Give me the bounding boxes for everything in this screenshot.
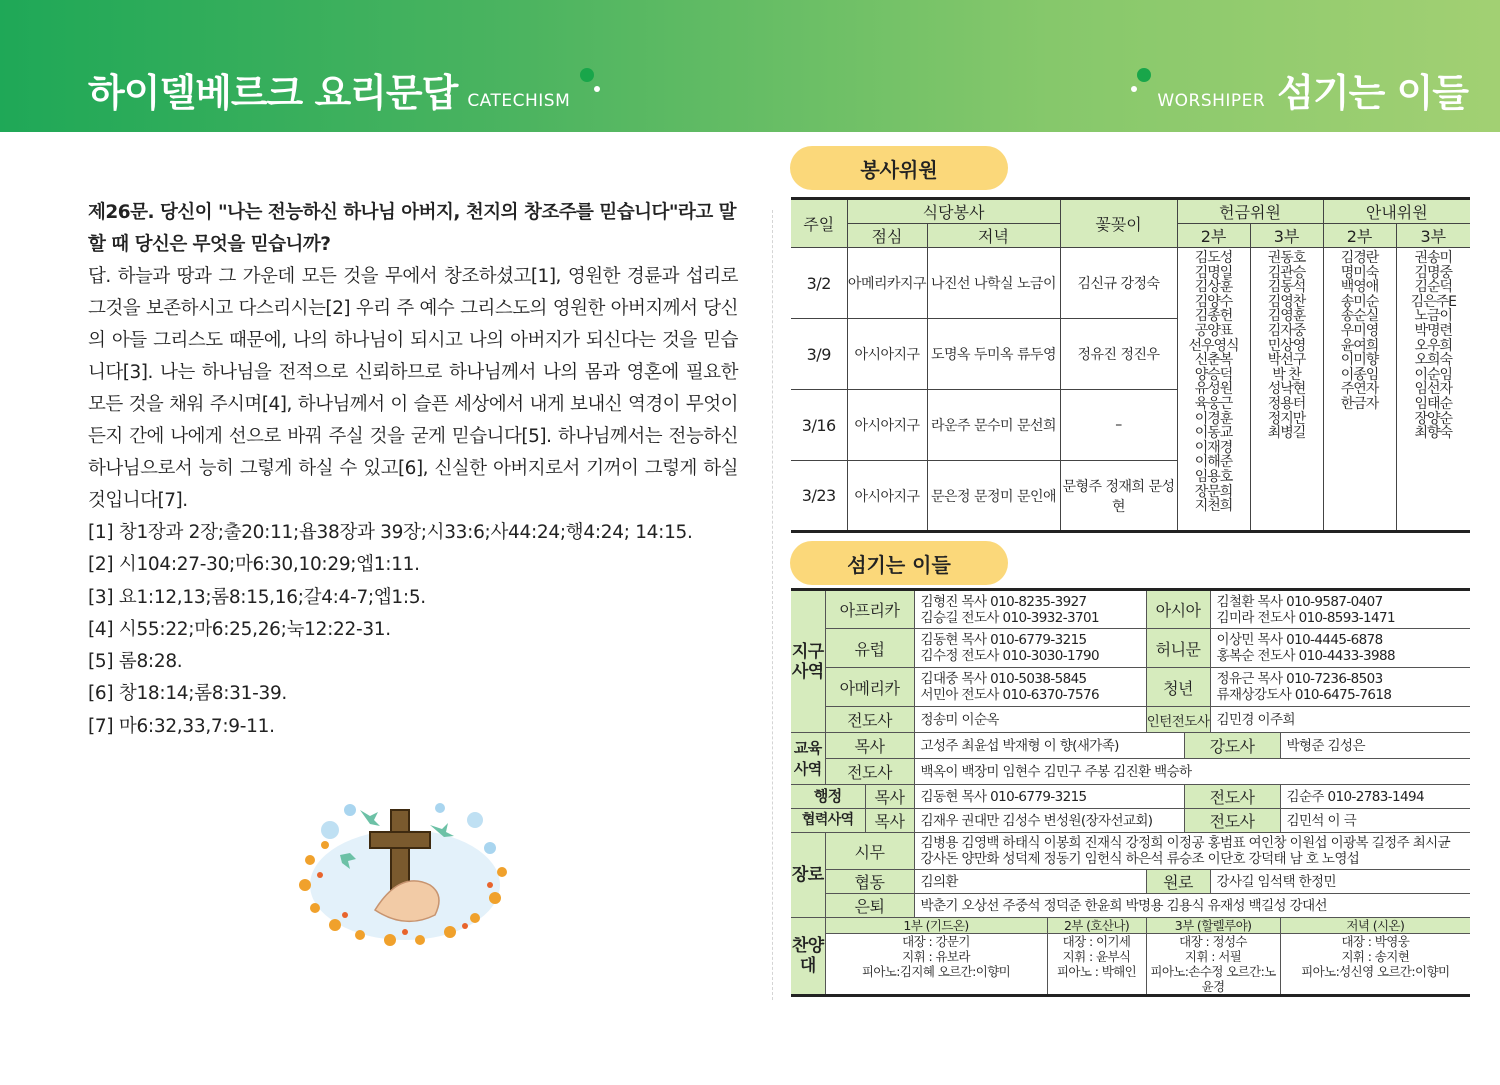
list-item: 이종임 bbox=[1340, 366, 1379, 383]
column-divider bbox=[772, 210, 773, 1000]
row-lunch: 아메리카지구 bbox=[847, 248, 927, 319]
coop-evangelist-value: 김민석 이 극 bbox=[1280, 809, 1470, 833]
list-item: 지천희 bbox=[1194, 498, 1233, 515]
region-contacts: 이상민 목사 010-4445-6878 홍복순 전도사 010-4433-3988 bbox=[1210, 629, 1470, 668]
list-item: 한금자 bbox=[1340, 395, 1379, 412]
coop-pastor-label: 목사 bbox=[865, 809, 914, 833]
choir-team: 3부 (할렐루야) 대장 : 정성수 지휘 : 서필 피아노:손수정 오르간:노윤경 bbox=[1146, 918, 1280, 996]
list-item: 김도성 bbox=[1194, 250, 1233, 266]
catechism-title: 하이델베르크 요리문답 bbox=[88, 71, 458, 115]
list-item: 오우희 bbox=[1414, 337, 1453, 354]
admin-group-label: 행정 bbox=[791, 785, 865, 809]
cross-hands-illustration bbox=[290, 790, 520, 950]
header-guide: 안내위원 bbox=[1323, 199, 1470, 224]
list-item: 육웅근 bbox=[1194, 395, 1233, 412]
education-pastor-label: 목사 bbox=[825, 733, 914, 759]
servers-title: 섬기는 이들 bbox=[790, 541, 1008, 585]
list-item: 임용호 bbox=[1194, 468, 1233, 485]
coop-group-label: 협력사역 bbox=[791, 809, 865, 833]
catechism-subtitle: CATECHISM bbox=[467, 91, 571, 111]
list-item: 김관승 bbox=[1267, 264, 1306, 281]
list-item: 김동석 bbox=[1267, 279, 1306, 296]
volunteers-title: 봉사위원 bbox=[790, 146, 1008, 190]
region-contacts: 김대중 목사 010-5038-5845 서민아 전도사 010-6370-7576 bbox=[914, 668, 1146, 707]
region-name: 청년 bbox=[1146, 668, 1210, 707]
list-item: 오희숙 bbox=[1414, 352, 1453, 369]
reference-item: [6] 창18:14;롬8:31-39. bbox=[88, 683, 288, 705]
list-item: 송순실 bbox=[1340, 308, 1379, 325]
green-dot-icon bbox=[1137, 68, 1151, 82]
green-dot-icon bbox=[580, 68, 594, 82]
row-flower: – bbox=[1060, 390, 1177, 461]
catechism-answer: 답. 하늘과 땅과 그 가운데 모든 것을 무에서 창조하셨고[1], 영원한 경륜과 섭리로 그것을 보존하시고 다스리시는[2] 우리 주 예수 그리스도의 영원한 아버지께서 당신의 아들 그리스도 때문에, 나의 하나님이 되시고 나의 아버지가 되신다는 것을 믿습니다[3]. 나는 하나님을 전적으로 신뢰하므로 하나님께서 나의 몸과 영혼에 필요한 모든 것을 채워 주시며[4], 하나님께서 이 슬픈 세상에서 내게 보내신 역경이 무엇이든지 간에 나에게 선으로 바꿔 주실 것을 굳게 믿습니다[5]. 하나님께서는 전능하신 하나님으로서 능히 그렇게 하실 수 있고[6], 신실한 아버지로서 기꺼이 그렇게 하실 것입니다[7]. bbox=[88, 266, 738, 511]
education-lecturer-value: 박형준 김성은 bbox=[1280, 733, 1470, 759]
elders-group-label: 장로 bbox=[791, 833, 825, 918]
header-date: 주일 bbox=[791, 199, 847, 248]
list-item: 이순임 bbox=[1414, 366, 1453, 383]
list-item: 이미향 bbox=[1340, 352, 1379, 369]
region-name: 아메리카 bbox=[825, 668, 914, 707]
row-date: 3/23 bbox=[791, 461, 847, 532]
admin-evangelist-value: 김순주 010-2783-1494 bbox=[1280, 785, 1470, 809]
reference-item: [1] 창1장과 2장;출20:11;욥38장과 39장;시33:6;사44:24;행4:24; 14:15. bbox=[88, 522, 693, 543]
header-lunch: 점심 bbox=[847, 224, 927, 248]
list-item: 이경훈 bbox=[1194, 410, 1233, 427]
header-offering-2: 2부 bbox=[1177, 224, 1250, 248]
elders-honorary-value: 강사길 임석택 한정민 bbox=[1210, 870, 1470, 894]
header-offering-3: 3부 bbox=[1250, 224, 1323, 248]
catechism-question: 제26문. 당신이 "나는 전능하신 하나님 아버지, 천지의 창조주를 믿습니다"라고 말할 때 당신은 무엇을 믿습니까? bbox=[88, 202, 737, 255]
page-header bbox=[0, 0, 1500, 132]
list-item: 권동호 bbox=[1267, 250, 1306, 266]
white-dot-icon bbox=[594, 86, 600, 92]
list-item: 공양표 bbox=[1194, 322, 1233, 339]
list-item: 양승덕 bbox=[1194, 366, 1233, 383]
list-item: 송미순 bbox=[1340, 293, 1379, 310]
header-guide-2: 2부 bbox=[1323, 224, 1396, 248]
header-flower: 꽃꽂이 bbox=[1060, 199, 1177, 248]
guide-3-list bbox=[1396, 248, 1470, 532]
row-dinner: 나진선 나학실 노금이 bbox=[927, 248, 1060, 319]
list-item: 노금이 bbox=[1414, 308, 1453, 325]
row-lunch: 아시아지구 bbox=[847, 390, 927, 461]
list-item: 김종헌 bbox=[1194, 308, 1233, 325]
list-item: 임태순 bbox=[1414, 395, 1453, 412]
list-item: 최병길 bbox=[1267, 425, 1306, 442]
worshiper-heading bbox=[1157, 62, 1468, 117]
intern-value: 김민경 이주희 bbox=[1210, 707, 1470, 733]
list-item: 김명일 bbox=[1194, 264, 1233, 281]
elders-honorary-label: 원로 bbox=[1146, 870, 1210, 894]
list-item: 성낙현 bbox=[1267, 381, 1306, 398]
education-lecturer-label: 강도사 bbox=[1184, 733, 1280, 759]
list-item: 이재경 bbox=[1194, 439, 1233, 456]
offering-2-list bbox=[1177, 248, 1250, 532]
choir-team: 저녁 (시온) 대장 : 박영웅 지휘 : 송지현 피아노:성신영 오르간:이향미 bbox=[1280, 918, 1470, 996]
region-name: 아프리카 bbox=[825, 590, 914, 629]
choir-group-label: 찬양대 bbox=[791, 918, 825, 996]
region-name: 아시아 bbox=[1146, 590, 1210, 629]
list-item: 최향숙 bbox=[1414, 425, 1453, 442]
list-item: 이해준 bbox=[1194, 454, 1233, 471]
list-item: 장양순 bbox=[1414, 410, 1453, 427]
list-item: 신춘복 bbox=[1194, 352, 1233, 369]
admin-pastor-value: 김동현 목사 010-6779-3215 bbox=[914, 785, 1184, 809]
elders-serve-value: 김병용 김영백 하태식 이봉희 진재식 강정희 이정공 홍범표 여인창 이원섭 이광복 길정주 최시균 강사돈 양만화 성덕제 정동기 임헌식 하은석 류승조 이단호 강덕태 남 호 노영섭 bbox=[914, 833, 1470, 870]
white-dot-icon bbox=[1131, 86, 1137, 92]
list-item: 권송미 bbox=[1414, 250, 1453, 266]
list-item: 박 찬 bbox=[1272, 366, 1301, 383]
elders-retired-label: 은퇴 bbox=[825, 894, 914, 918]
row-flower: 김신규 강정숙 bbox=[1060, 248, 1177, 319]
header-guide-3: 3부 bbox=[1396, 224, 1470, 248]
list-item: 김순덕 bbox=[1414, 279, 1453, 296]
choir-team: 1부 (기드온) 대장 : 강문기 지휘 : 유보라 피아노:김지혜 오르간:이향미 bbox=[825, 918, 1047, 996]
offering-3-list bbox=[1250, 248, 1323, 532]
catechism-section bbox=[88, 197, 738, 743]
list-item: 장문희 bbox=[1194, 483, 1233, 500]
region-name: 허니문 bbox=[1146, 629, 1210, 668]
worshiper-subtitle: WORSHIPER bbox=[1157, 91, 1266, 111]
list-item: 민상영 bbox=[1267, 337, 1306, 354]
list-item: 주연자 bbox=[1340, 381, 1379, 398]
list-item: 우미영 bbox=[1340, 322, 1379, 339]
coop-evangelist-label: 전도사 bbox=[1184, 809, 1280, 833]
list-item: 이동교 bbox=[1194, 425, 1233, 442]
header-dinner: 저녁 bbox=[927, 224, 1060, 248]
coop-pastor-value: 김재우 권대만 김성수 변성원(장자선교회) bbox=[914, 809, 1184, 833]
education-evangelist-label: 전도사 bbox=[825, 759, 914, 785]
region-contacts: 정유근 목사 010-7236-8503 류재상강도사 010-6475-7618 bbox=[1210, 668, 1470, 707]
volunteers-table bbox=[791, 197, 1470, 533]
region-contacts: 김동현 목사 010-6779-3215 김수정 전도사 010-3030-1790 bbox=[914, 629, 1146, 668]
row-flower: 정유진 정진우 bbox=[1060, 319, 1177, 390]
list-item: 임선자 bbox=[1414, 381, 1453, 398]
list-item: 김영훈 bbox=[1267, 308, 1306, 325]
scripture-references bbox=[88, 517, 738, 743]
reference-item: [4] 시55:22;마6:25,26;눅12:22-31. bbox=[88, 618, 391, 640]
list-item: 정용터 bbox=[1267, 395, 1306, 412]
list-item: 박명련 bbox=[1414, 322, 1453, 339]
list-item: 김자중 bbox=[1267, 322, 1306, 339]
education-group-label: 교육사역 bbox=[791, 733, 825, 785]
list-item: 백영애 bbox=[1340, 279, 1379, 296]
row-date: 3/9 bbox=[791, 319, 847, 390]
education-evangelist-value: 백옥이 백장미 임현수 김민구 주봉 김진환 백승하 bbox=[914, 759, 1470, 785]
reference-item: [3] 요1:12,13;롬8:15,16;갈4:4-7;엡1:5. bbox=[88, 586, 426, 608]
education-pastor-value: 고성주 최윤섭 박재형 이 향(새가족) bbox=[914, 733, 1184, 759]
row-lunch: 아시아지구 bbox=[847, 461, 927, 532]
header-offering: 헌금위원 bbox=[1177, 199, 1323, 224]
region-name: 유럽 bbox=[825, 629, 914, 668]
reference-item: [7] 마6:32,33,7:9-11. bbox=[88, 715, 275, 737]
reference-item: [5] 롬8:28. bbox=[88, 651, 183, 673]
list-item: 김경란 bbox=[1340, 250, 1379, 266]
list-item: 김양수 bbox=[1194, 293, 1233, 310]
row-lunch: 아시아지구 bbox=[847, 319, 927, 390]
row-dinner: 도명옥 두미옥 류두영 bbox=[927, 319, 1060, 390]
evangelist-value: 정송미 이순옥 bbox=[914, 707, 1146, 733]
evangelist-label: 전도사 bbox=[825, 707, 914, 733]
list-item: 윤여희 bbox=[1340, 337, 1379, 354]
choir-team: 2부 (호산나) 대장 : 이기세 지휘 : 윤부식 피아노 : 박해인 bbox=[1047, 918, 1146, 996]
list-item: 김상훈 bbox=[1194, 279, 1233, 296]
row-date: 3/16 bbox=[791, 390, 847, 461]
admin-evangelist-label: 전도사 bbox=[1184, 785, 1280, 809]
list-item: 유성원 bbox=[1194, 381, 1233, 398]
guide-2-list bbox=[1323, 248, 1396, 532]
list-item: 김은주E bbox=[1410, 293, 1456, 310]
list-item: 명미숙 bbox=[1340, 264, 1379, 281]
catechism-heading bbox=[88, 62, 570, 117]
list-item: 선우영식 bbox=[1188, 337, 1239, 354]
worshiper-title: 섬기는 이들 bbox=[1277, 71, 1468, 115]
elders-assoc-label: 협동 bbox=[825, 870, 914, 894]
region-group-label: 지구사역 bbox=[791, 590, 825, 733]
elders-retired-value: 박춘기 오상선 주중석 정덕준 한윤희 박명용 김용식 유재성 백길성 강대선 bbox=[914, 894, 1470, 918]
elders-serve-label: 시무 bbox=[825, 833, 914, 870]
list-item: 박선구 bbox=[1267, 352, 1306, 369]
row-dinner: 라운주 문수미 문선희 bbox=[927, 390, 1060, 461]
region-contacts: 김형진 목사 010-8235-3927 김승길 전도사 010-3932-3701 bbox=[914, 590, 1146, 629]
region-contacts: 김철환 목사 010-9587-0407 김미라 전도사 010-8593-1471 bbox=[1210, 590, 1470, 629]
servers-table bbox=[791, 588, 1470, 997]
list-item: 김영찬 bbox=[1267, 293, 1306, 310]
row-date: 3/2 bbox=[791, 248, 847, 319]
row-flower: 문형주 정재희 문성현 bbox=[1060, 461, 1177, 532]
list-item: 정지만 bbox=[1267, 410, 1306, 427]
row-dinner: 문은정 문정미 문인애 bbox=[927, 461, 1060, 532]
table-row bbox=[791, 248, 1470, 319]
elders-assoc-value: 김의환 bbox=[914, 870, 1146, 894]
intern-label: 인턴전도사 bbox=[1146, 707, 1210, 733]
header-meal: 식당봉사 bbox=[847, 199, 1060, 224]
reference-item: [2] 시104:27-30;마6:30,10:29;엡1:11. bbox=[88, 554, 420, 576]
list-item: 김명중 bbox=[1414, 264, 1453, 281]
admin-pastor-label: 목사 bbox=[865, 785, 914, 809]
